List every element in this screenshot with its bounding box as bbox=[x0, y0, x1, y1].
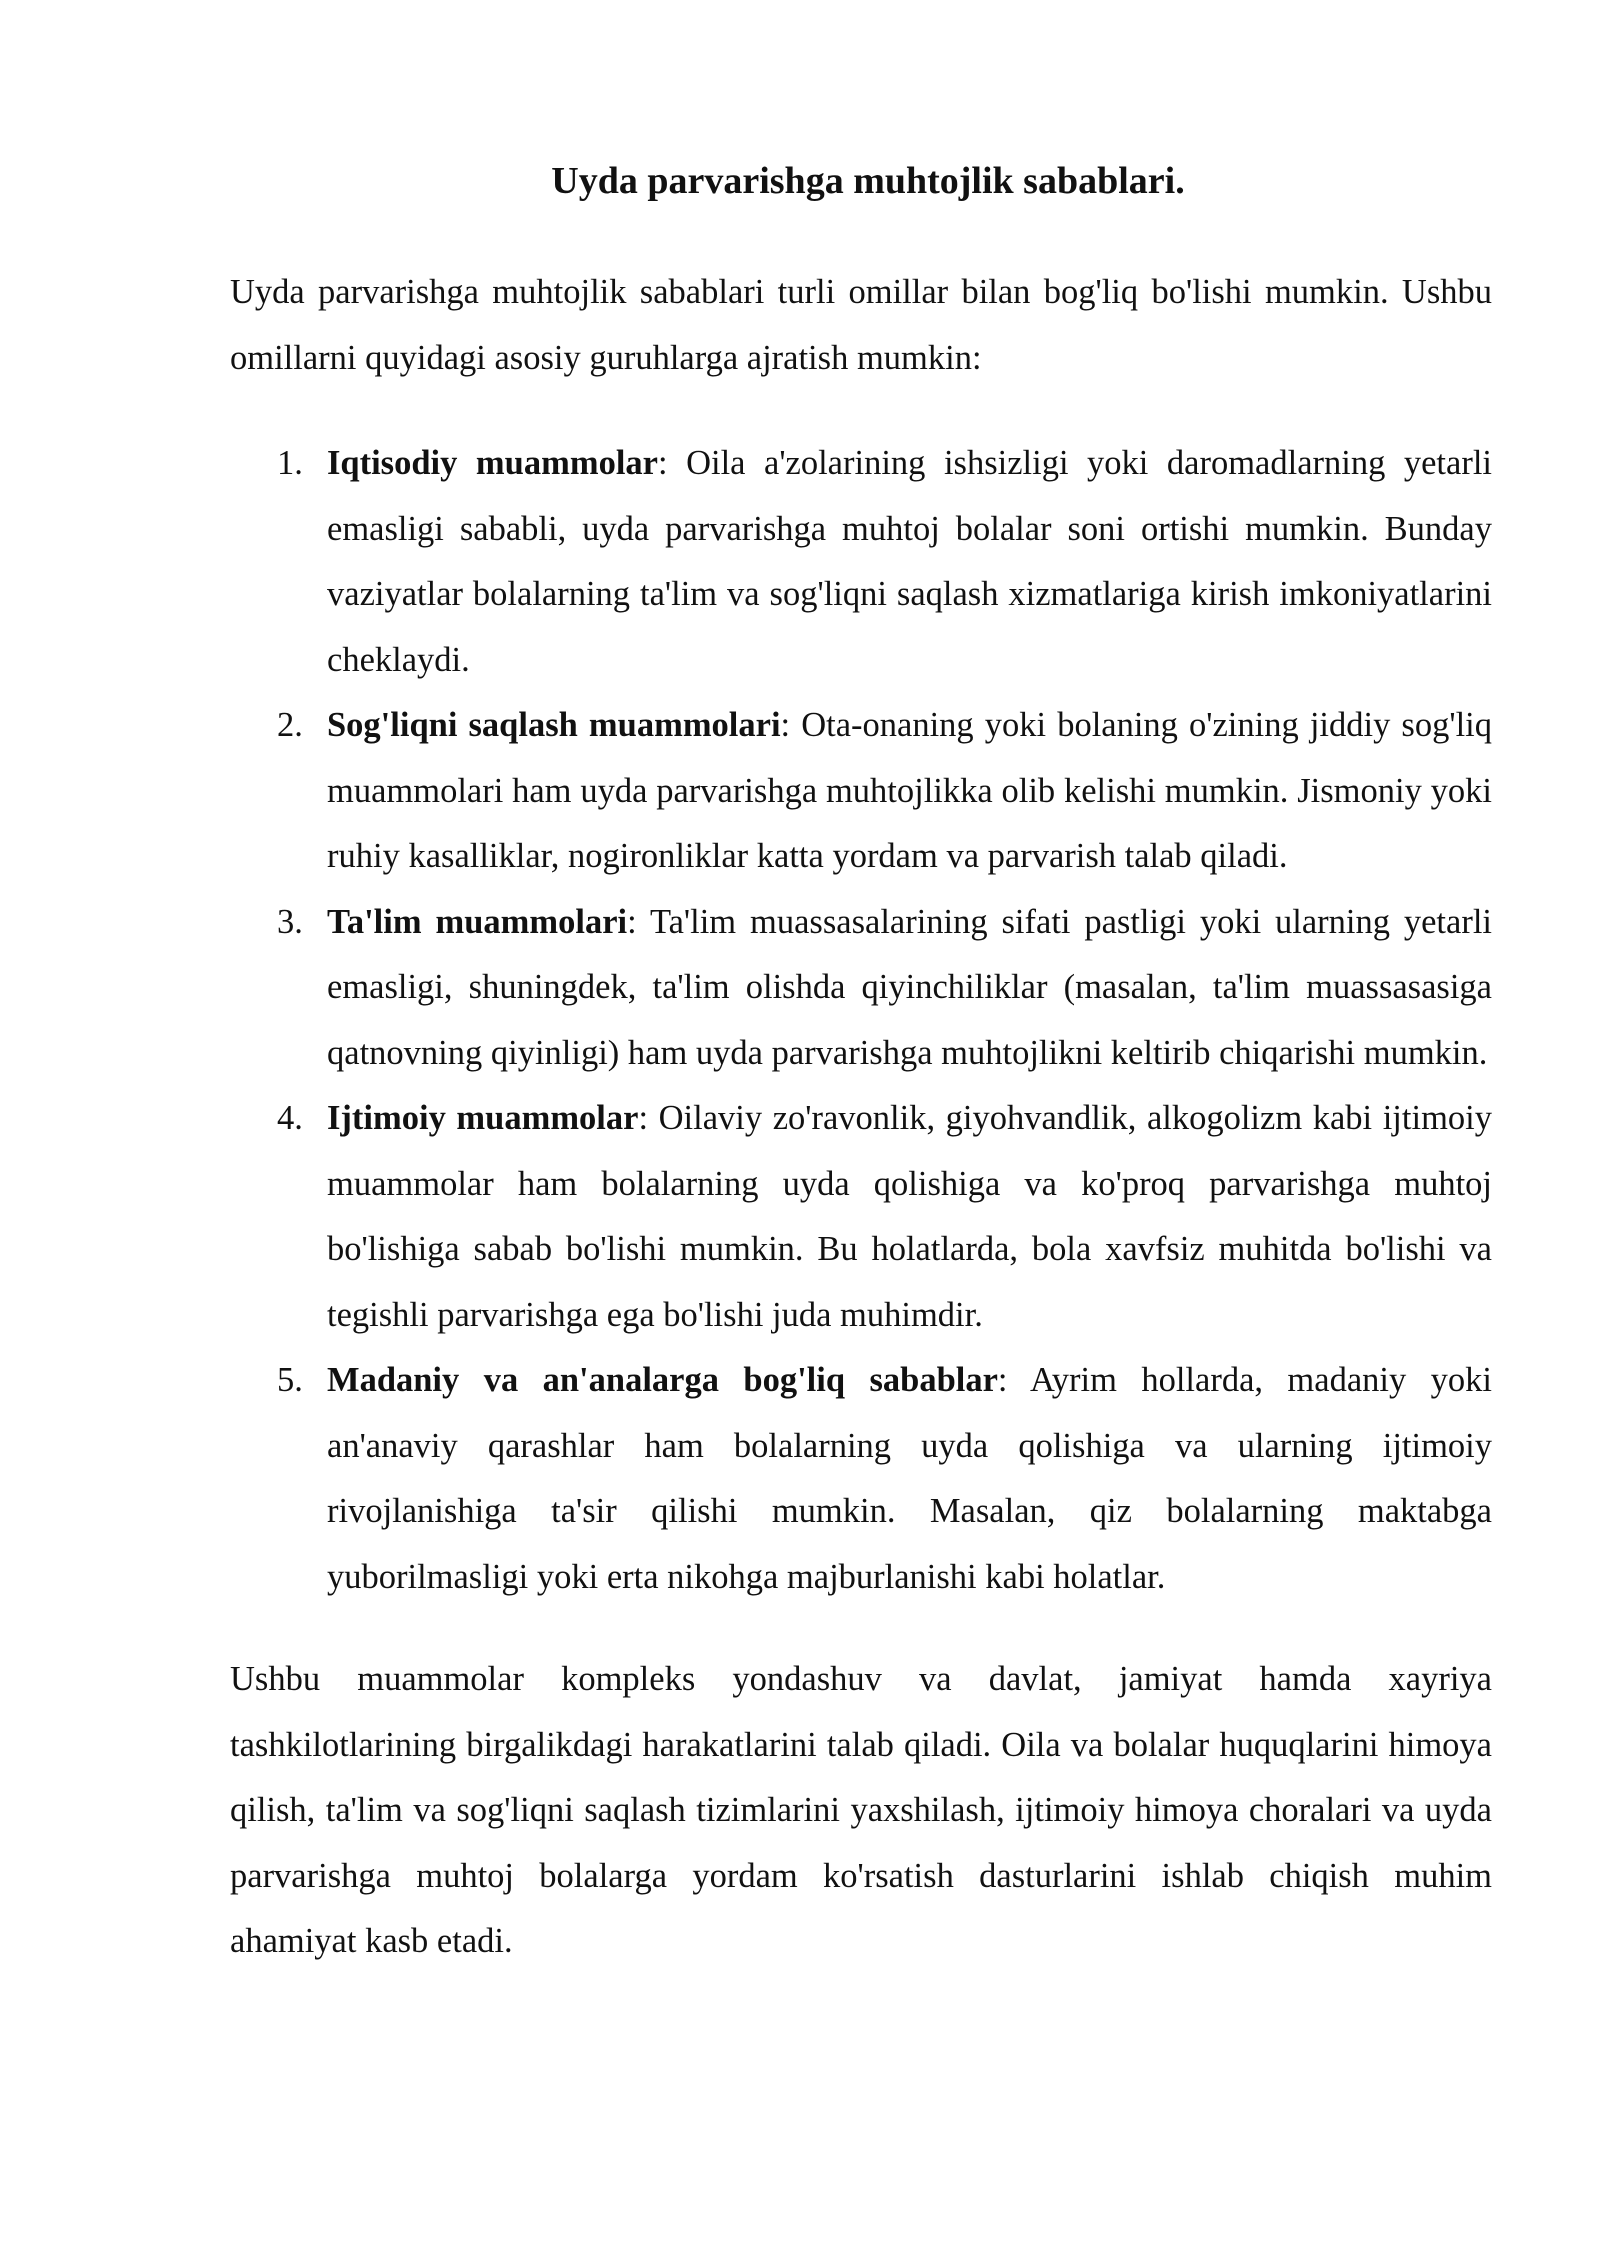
list-item-social bbox=[230, 1086, 1492, 1348]
list-term: Iqtisodiy muammolar bbox=[327, 444, 658, 482]
list-number: 3. bbox=[277, 902, 303, 941]
list-text: : Ayrim hollarda, madaniy yoki an'anaviy qarashlar ham bolalarning uyda qolishiga va ularning ijtimoiy rivojlanishiga ta'sir qilishi mumkin. Masalan, qiz bolalarning maktabga yuborilmasligi yoki erta nikohga majburlanishi kabi holatlar. bbox=[327, 1361, 1492, 1596]
list-term: Ta'lim muammolari bbox=[327, 902, 628, 941]
list-item-education bbox=[230, 890, 1492, 1087]
document-body bbox=[230, 150, 1492, 1975]
list-item-health bbox=[230, 693, 1492, 890]
conclusion-paragraph: Ushbu muammolar kompleks yondashuv va davlat, jamiyat hamda xayriya tashkilotlarining birgalikdagi harakatlarini talab qiladi. Oila va bolalar huquqlarini himoya qilish, ta'lim va sog'liqni saqlash tizimlarini yaxshilash, ijtimoiy himoya choralari va uyda parvarishga muhtoj bolalarga yordam ko'rsatish dasturlarini ishlab chiqish muhim ahamiyat kasb etadi. bbox=[230, 1660, 1492, 1960]
list-text: : Oilaviy zo'ravonlik, giyohvandlik, alkogolizm kabi ijtimoiy muammolar ham bolalarning uyda qolishiga va ko'proq parvarishga muhtoj bo'lishiga sabab bo'lishi mumkin. Bu holatlarda, bola xavfsiz muhitda bo'lishi va tegishli parvarishga ega bo'lishi juda muhimdir. bbox=[327, 1099, 1492, 1334]
list-item-economic bbox=[230, 431, 1492, 693]
list-term: Madaniy va an'analarga bog'liq sabablar bbox=[327, 1361, 998, 1399]
list-number: 4. bbox=[277, 1099, 303, 1137]
list-text: : Ta'lim muassasalarining sifati pastligi yoki ularning yetarli emasligi, shuningdek, ta'lim olishda qiyinchiliklar (masalan, ta'lim muassasasiga qatnovning qiyinligi) ham uyda parvarishga muhtojlikni keltirib chiqarishi mumkin. bbox=[327, 902, 1492, 1072]
list-term: Ijtimoiy muammolar bbox=[327, 1099, 639, 1137]
list-number: 5. bbox=[277, 1361, 303, 1399]
intro-paragraph: Uyda parvarishga muhtojlik sabablari turli omillar bilan bog'liq bo'lishi mumkin. Ushbu omillarni quyidagi asosiy guruhlarga ajratish mumkin: bbox=[230, 273, 1492, 377]
list-number: 1. bbox=[277, 444, 303, 482]
list-term: Sog'liqni saqlash muammolari bbox=[327, 706, 781, 744]
list-text: : Ota-onaning yoki bolaning o'zining jiddiy sog'liq muammolari ham uyda parvarishga muhtojlikka olib kelishi mumkin. Jismoniy yoki ruhiy kasalliklar, nogironliklar katta yordam va parvarish talab qiladi. bbox=[327, 706, 1492, 875]
list-text: : Oila a'zolarining ishsizligi yoki daromadlarning yetarli emasligi sababli, uyda parvarishga muhtoj bolalar soni ortishi mumkin. Bunday vaziyatlar bolalarning ta'lim va sog'liqni saqlash xizmatlariga kirish imkoniyatlarini cheklaydi. bbox=[327, 444, 1492, 679]
list-number: 2. bbox=[277, 706, 303, 744]
causes-list bbox=[230, 431, 1492, 1610]
page-title: Uyda parvarishga muhtojlik sabablari. bbox=[551, 160, 1185, 202]
list-item-cultural bbox=[230, 1348, 1492, 1610]
